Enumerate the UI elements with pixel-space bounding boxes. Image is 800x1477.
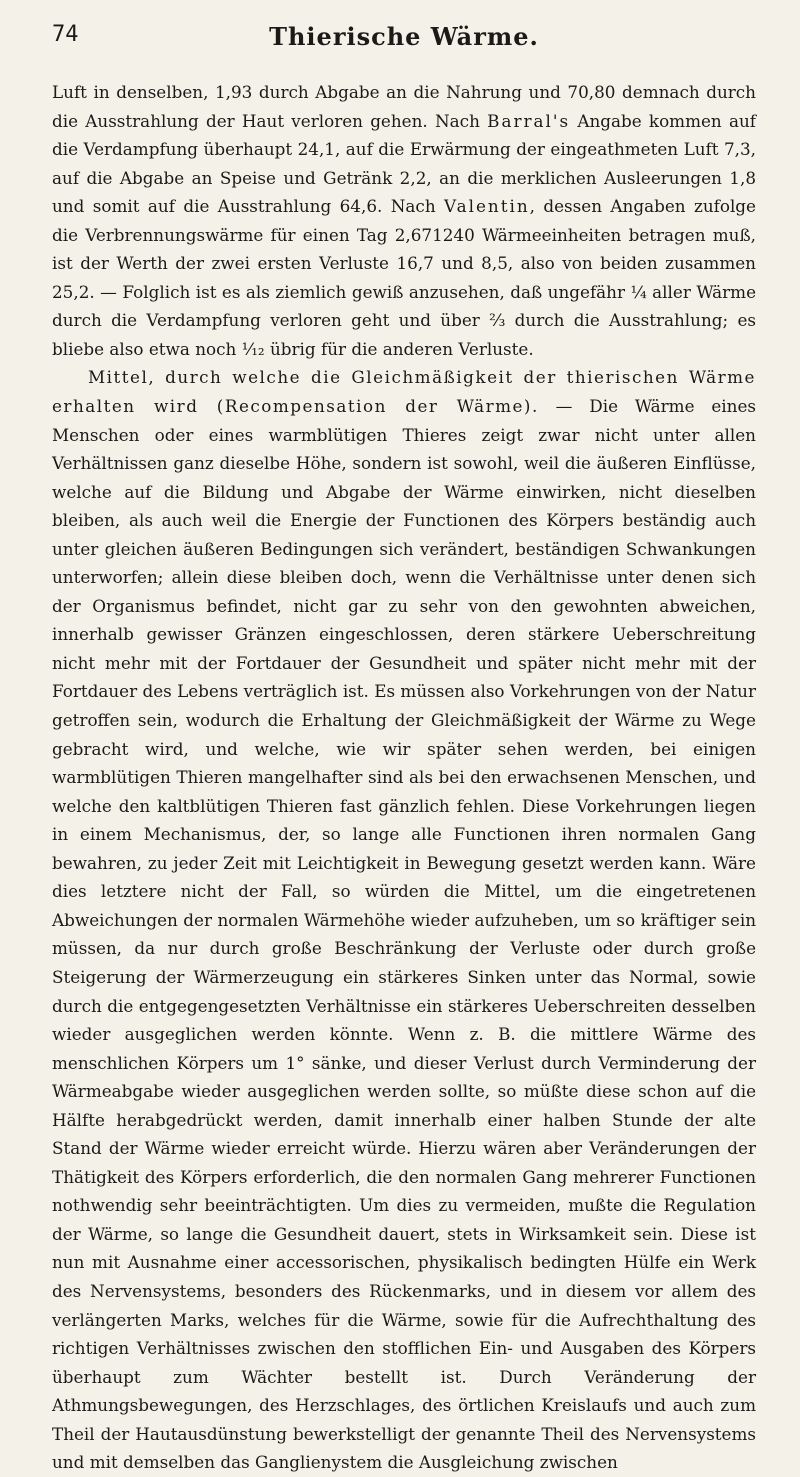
paragraph-1-part-a: Luft in denselben, 1,93 durch Abgabe an die Nahrung und 70,80 demnach durch die Ausstrahlung der Haut verloren gehen. Nach	[52, 82, 756, 131]
running-title: Thierische Wärme.	[269, 22, 539, 51]
section-heading: Mittel, durch welche die Gleichmäßigkeit der thierischen Wärme erhalten wird (Recompensation der Wärme).	[52, 367, 756, 417]
page-number: 74	[52, 22, 79, 47]
body-text	[52, 78, 756, 1477]
author-name-valentin: Valentin	[444, 196, 530, 217]
paragraph-1-part-c: , dessen Angaben zufolge die Verbrennungswärme für einen Tag 2,671240 Wärmeeinheiten betragen muß, ist der Werth der zwei ersten Verluste 16,7 und 8,5, also von beiden zusammen 25,2. — Folglich ist es als ziemlich gewiß anzusehen, daß ungefähr ¼ aller Wärme durch die Verdampfung verloren geht und über ⅔ durch die Ausstrahlung; es bliebe also etwa noch ¹⁄₁₂ übrig für die anderen Verluste.	[52, 196, 756, 359]
page-header	[52, 22, 756, 58]
author-name-barral: Barral's	[487, 110, 571, 131]
paragraph-2-text: — Die Wärme eines Menschen oder eines warmblütigen Thieres zeigt zwar nicht unter allen Verhältnissen ganz dieselbe Höhe, sondern ist sowohl, weil die äußeren Einflüsse, welche auf die Bildung und Abgabe der Wärme einwirken, nicht dieselben bleiben, als auch weil die Energie der Functionen des Körpers beständig auch unter gleichen äußeren Bedingungen sich verändert, beständigen Schwankungen unterworfen; allein diese bleiben doch, wenn die Verhältnisse unter denen sich der Organismus befindet, nicht gar zu sehr von den gewohnten abweichen, innerhalb gewisser Gränzen eingeschlossen, deren stärkere Ueberschreitung nicht mehr mit der Fortdauer der Gesundheit und später nicht mehr mit der Fortdauer des Lebens verträglich ist. Es müssen also Vorkehrungen von der Natur getroffen sein, wodurch die Erhaltung der Gleichmäßigkeit der Wärme zu Wege gebracht wird, und welche, wie wir später sehen werden, bei einigen warmblütigen Thieren mangelhafter sind als bei den erwachsenen Menschen, und welche den kaltblütigen Thieren fast gänzlich fehlen. Diese Vorkehrungen liegen in einem Mechanismus, der, so lange alle Functionen ihren normalen Gang bewahren, zu jeder Zeit mit Leichtigkeit in Bewegung gesetzt werden kann. Wäre dies letztere nicht der Fall, so würden die Mittel, um die eingetretenen Abweichungen der normalen Wärmehöhe wieder aufzuheben, um so kräftiger sein müssen, da nur durch große Beschränkung der Verluste oder durch große Steigerung der Wärmerzeugung ein stärkeres Sinken unter das Normal, sowie durch die entgegengesetzten Verhältnisse ein stärkeres Ueberschreiten desselben wieder ausgeglichen werden könnte. Wenn z. B. die mittlere Wärme des menschlichen Körpers um 1° sänke, und dieser Verlust durch Verminderung der Wärmeabgabe wieder ausgeglichen werden sollte, so müßte diese schon auf die Hälfte herabgedrückt werden, damit innerhalb einer halben Stunde der alte Stand der Wärme wieder erreicht würde. Hierzu wären aber Veränderungen der Thätigkeit des Körpers erforderlich, die den normalen Gang mehrerer Functionen nothwendig sehr beeinträchtigten. Um dies zu vermeiden, mußte die Regulation der Wärme, so lange die Gesundheit dauert, stets in Wirksamkeit sein. Diese ist nun mit Ausnahme einer accessorischen, physikalisch bedingten Hülfe ein Werk des Nervensystems, besonders des Rückenmarks, und in diesem vor allem des verlängerten Marks, welches für die Wärme, sowie für die Aufrechthaltung des richtigen Verhältnisses zwischen den stofflichen Ein- und Ausgaben des Körpers überhaupt zum Wächter bestellt ist. Durch Veränderung der Athmungsbewegungen, des Herzschlages, des örtlichen Kreislaufs und auch zum Theil der Hautausdünstung bewerkstelligt der genannte Theil des Nervensystems und mit demselben das Ganglienystem die Ausgleichung zwischen	[52, 396, 756, 1473]
paragraph-2	[52, 363, 756, 1476]
paragraph-1-part-b: Angabe kommen auf die Verdampfung überhaupt 24,1, auf die Erwärmung der eingeathmeten Luft 7,3, auf die Abgabe an Speise und Getränk 2,2, an die merklichen Ausleerungen 1,8 und somit auf die Ausstrahlung 64,6. Nach	[52, 110, 756, 217]
paragraph-1	[52, 78, 756, 363]
